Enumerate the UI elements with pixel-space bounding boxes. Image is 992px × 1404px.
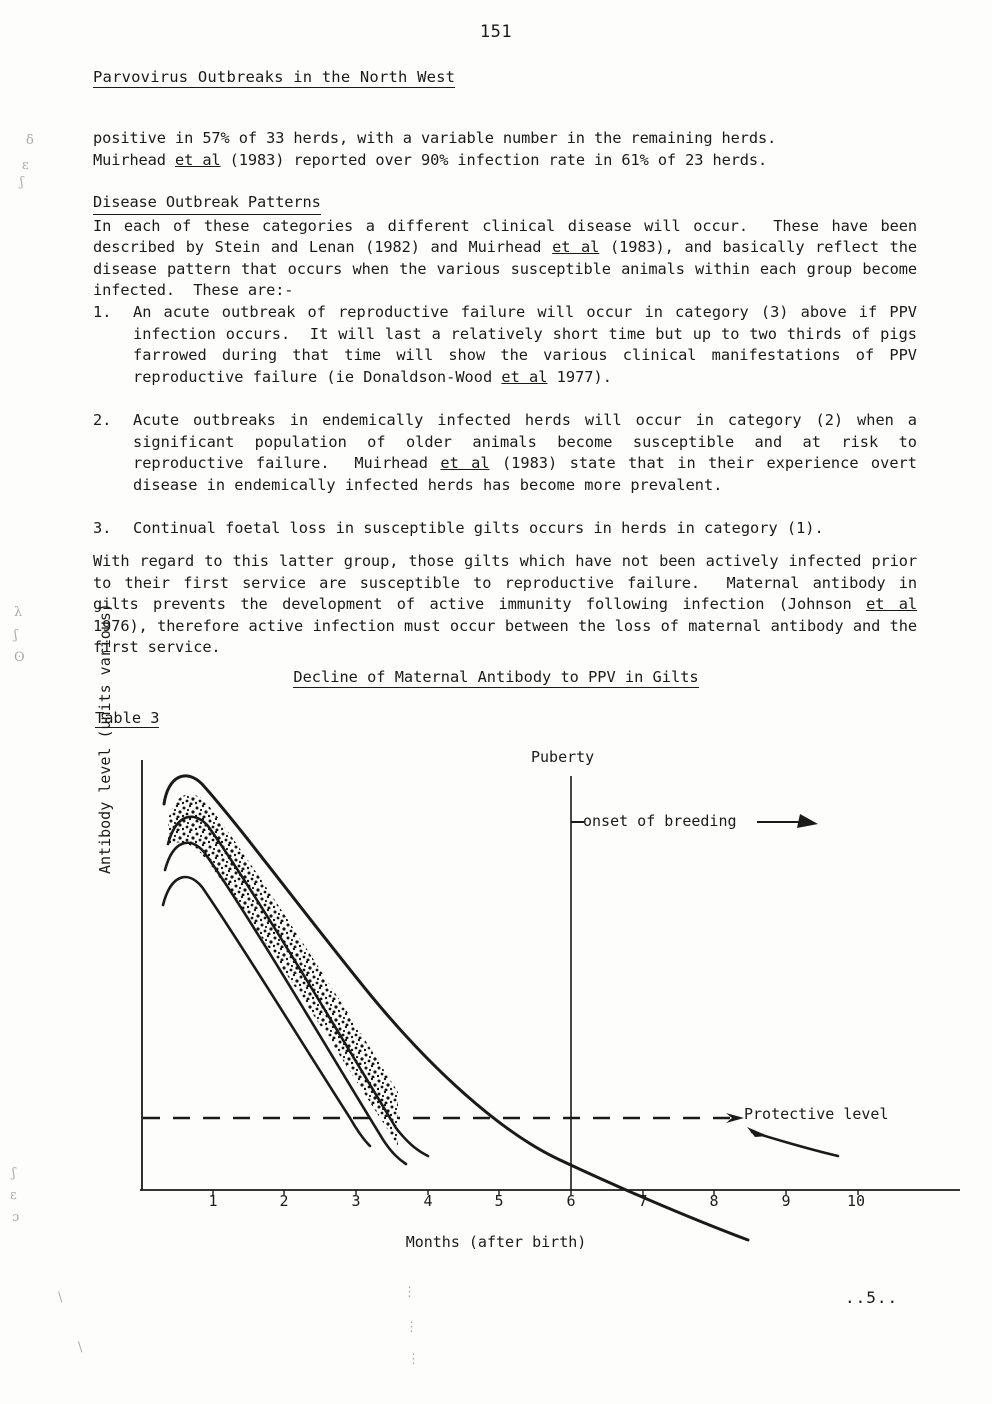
list-item-number: 1. bbox=[93, 303, 112, 321]
list-item-number: 3. bbox=[93, 519, 112, 537]
x-tick-label-3: 3 bbox=[351, 1192, 361, 1210]
list-item-number: 2. bbox=[93, 411, 112, 429]
citation-et-al: et al bbox=[866, 595, 917, 613]
protective-level-flourish-arrow bbox=[747, 1127, 768, 1137]
running-head: Parvovirus Outbreaks in the North West bbox=[93, 68, 456, 86]
antibody-decline-chart bbox=[0, 740, 992, 1260]
scan-artifact: ʘ bbox=[14, 650, 25, 665]
paragraph-intro-line-1: positive in 57% of 33 herds, with a variable number in the remaining herds. bbox=[93, 129, 777, 147]
curve-band-lower bbox=[165, 843, 406, 1164]
paragraph-closing-text: With regard to this latter group, those gilts which have not been actively infected prior to their first service are susceptible to reproductive failure. Maternal antibody in gilts prevents the development of active immunity following infection (Johnson et al 1976), therefore active infection must occur between the loss of maternal antibody and the first service. bbox=[93, 552, 917, 656]
citation-et-al: et al bbox=[501, 367, 548, 386]
list-item-text: Acute outbreaks in endemically infected herds will occur in category (2) when a significant population of older animals become susceptible and at risk to reproductive failure. Muirhead et al (1983) state that in their experience overt disease in endemically infected herds has become more prevalent. bbox=[133, 411, 917, 494]
page-number: 151 bbox=[479, 22, 513, 42]
scan-artifact: ɔ bbox=[12, 1210, 20, 1225]
x-tick-label-4: 4 bbox=[423, 1192, 433, 1210]
citation-et-al: et al bbox=[440, 454, 490, 472]
puberty-label: Puberty bbox=[531, 748, 595, 766]
x-axis-label: Months (after birth) bbox=[405, 1233, 587, 1251]
x-tick-label-9: 9 bbox=[781, 1192, 791, 1210]
y-axis-label: Antibody level (units various) bbox=[96, 603, 114, 874]
scan-artifact: ʃ bbox=[20, 175, 24, 190]
scan-artifact: δ bbox=[26, 133, 34, 148]
list-item bbox=[93, 302, 917, 388]
figure-title bbox=[0, 668, 992, 686]
citation-et-al: et al bbox=[552, 238, 600, 256]
list-item bbox=[93, 518, 917, 540]
scan-artifact: ε bbox=[10, 1188, 17, 1203]
figure-title-text: Decline of Maternal Antibody to PPV in Gilts bbox=[293, 668, 699, 686]
footer-page-marker: ..5.. bbox=[845, 1288, 899, 1307]
onset-of-breeding-arrowhead bbox=[797, 814, 818, 828]
section-heading: Disease Outbreak Patterns bbox=[93, 192, 321, 215]
paragraph-intro-line-2: Muirhead et al (1983) reported over 90% infection rate in 61% of 23 herds. bbox=[93, 150, 768, 169]
list-item bbox=[93, 410, 917, 496]
paragraph-intro bbox=[93, 128, 917, 171]
curve-highest-antibody bbox=[164, 776, 748, 1240]
scan-artifact: \ bbox=[58, 1290, 63, 1305]
scan-artifact: ⋮ bbox=[405, 1320, 418, 1335]
protective-level-label: Protective level bbox=[744, 1105, 889, 1123]
scan-artifact: λ bbox=[14, 605, 23, 620]
paragraph-section: In each of these categories a different clinical disease will occur. These have been described by Stein and Lenan (1982) and Muirhead et al (1983), and basically reflect the disease pattern that occurs when the various susceptible animals within each group become infected. These are:- bbox=[93, 216, 917, 299]
scan-artifact: ⋮ bbox=[407, 1352, 420, 1367]
x-tick-label-10: 10 bbox=[846, 1192, 866, 1210]
list-item-text: Continual foetal loss in susceptible gilts occurs in herds in category (1). bbox=[133, 519, 824, 537]
table-label: Table 3 bbox=[95, 709, 160, 727]
x-tick-label-6: 6 bbox=[566, 1192, 576, 1210]
x-tick-label-7: 7 bbox=[638, 1192, 648, 1210]
scan-artifact: \ bbox=[78, 1340, 83, 1355]
list-item-text: An acute outbreak of reproductive failure will occur in category (3) above if PPV infection occurs. It will last a relatively short time but up to two thirds of pigs farrowed during that time will show the various clinical manifestations of PPV reproductive failure (ie Donaldson-Wood et al 1977). bbox=[133, 303, 917, 386]
citation-et-al: et al bbox=[175, 150, 221, 169]
paragraph-closing bbox=[93, 551, 917, 659]
scan-artifact: ⋮ bbox=[403, 1285, 416, 1300]
scan-artifact: ε bbox=[22, 158, 29, 173]
scan-artifact: ʃ bbox=[12, 1166, 16, 1181]
onset-of-breeding-label: onset of breeding bbox=[583, 812, 737, 830]
x-tick-label-2: 2 bbox=[279, 1192, 289, 1210]
stipple-band bbox=[168, 794, 398, 1146]
x-tick-label-1: 1 bbox=[208, 1192, 218, 1210]
x-tick-label-8: 8 bbox=[709, 1192, 719, 1210]
x-tick-label-5: 5 bbox=[494, 1192, 504, 1210]
scan-artifact: ʃ bbox=[14, 628, 18, 643]
section-disease-outbreak-patterns bbox=[93, 192, 917, 302]
